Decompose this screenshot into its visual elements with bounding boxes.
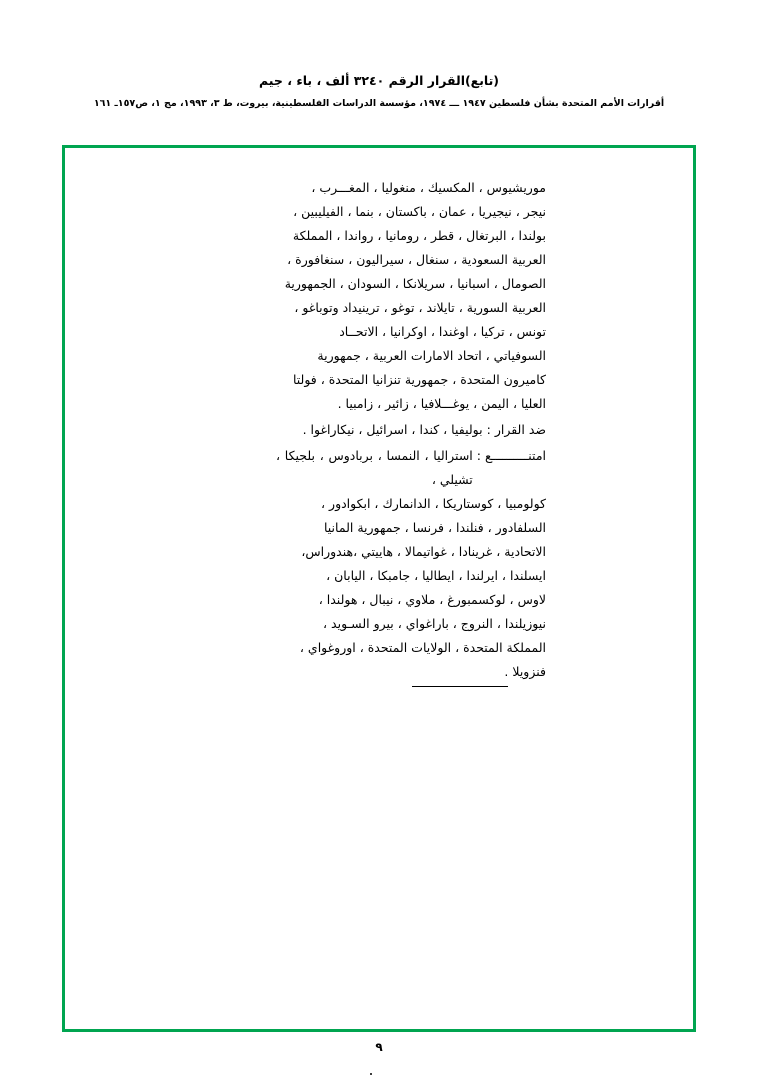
vote-against-values: بوليفيا ، كندا ، اسرائيل ، نيكاراغوا . bbox=[302, 422, 483, 437]
header-source-citation: أقرارات الأمم المتحدة بشأن فلسطين ١٩٤٧ ـــ ١٩٧٤، مؤسسة الدراسات الفلسطينية، بيروت، ط ٣، ١٩٩٣، مج ١، ص١٥٧ـ ١٦١ bbox=[93, 97, 665, 109]
header-title: (تابع)القرار الرقم ٣٢٤٠ ألف ، باء ، جيم bbox=[258, 73, 500, 88]
page-header bbox=[0, 72, 758, 111]
vote-abstain-label: امتنــــــــــع bbox=[485, 448, 546, 463]
vote-against-colon: : bbox=[486, 422, 491, 437]
vote-abstain-colon: : bbox=[476, 448, 481, 463]
stray-ink-dot bbox=[370, 1073, 372, 1075]
vote-abstain-line: نيوزيلندا ، النروج ، باراغواي ، بيرو السـويد ، bbox=[323, 616, 546, 631]
vote-abstain-values: استراليا ، النمسا ، بربادوس ، بلجيكا ، تشيلي ، bbox=[276, 448, 473, 487]
vote-against-label: ضد القرار bbox=[494, 422, 546, 437]
vote-abstain-block bbox=[276, 444, 546, 660]
vote-abstain-line: السلفادور ، فنلندا ، فرنسا ، جمهورية المانيا bbox=[323, 520, 546, 535]
vote-abstain-line: المملكة المتحدة ، الولايات المتحدة ، اوروغواي ، bbox=[299, 640, 546, 655]
vote-abstain-line: الاتحادية ، غرينادا ، غواتيمالا ، هاييتي ،هندوراس، bbox=[301, 544, 546, 559]
body-line: الصومال ، اسبانيا ، سريلانكا ، السودان ، الجمهورية bbox=[284, 276, 546, 291]
vote-against-block bbox=[276, 418, 546, 442]
body-line: السوفياتي ، اتحاد الامارات العربية ، جمهورية bbox=[317, 348, 546, 363]
vote-abstain-line: ايسلندا ، ايرلندا ، ايطاليا ، جامبكا ، اليابان ، bbox=[326, 568, 546, 583]
body-line: نيجر ، نيجيريا ، عمان ، باكستان ، بنما ، الفيليبين ، bbox=[293, 204, 546, 219]
document-body bbox=[276, 176, 546, 687]
body-line: تونس ، تركيا ، اوغندا ، اوكرانيا ، الاتحــاد bbox=[339, 324, 546, 339]
body-tail-line: فنزويلا . bbox=[504, 664, 546, 679]
content-frame bbox=[62, 145, 696, 1032]
vote-against-row bbox=[276, 418, 546, 442]
body-line: موريشيوس ، المكسيك ، منغوليا ، المغـــرب ، bbox=[311, 180, 546, 195]
body-line: بولندا ، البرتغال ، قطر ، رومانيا ، رواندا ، المملكة bbox=[292, 228, 546, 243]
body-line: العليا ، اليمن ، يوغـــلافيا ، زائير ، زامبيا . bbox=[337, 396, 546, 411]
vote-abstain-row bbox=[276, 444, 546, 492]
vote-abstain-line: كولومبيا ، كوستاريكا ، الدانمارك ، ابكوادور ، bbox=[321, 496, 546, 511]
page-number: ٩ bbox=[375, 1040, 383, 1054]
vote-abstain-line: لاوس ، لوكسمبورغ ، ملاوي ، نيبال ، هولندا ، bbox=[318, 592, 546, 607]
body-line: العربية السعودية ، سنغال ، سيراليون ، سنغافورة ، bbox=[287, 252, 546, 267]
body-line: العربية السورية ، تايلاند ، توغو ، ترينيداد وتوباغو ، bbox=[294, 300, 546, 315]
horizontal-divider bbox=[412, 686, 508, 687]
body-line: كاميرون المتحدة ، جمهورية تنزانيا المتحدة ، فولتا bbox=[292, 372, 546, 387]
